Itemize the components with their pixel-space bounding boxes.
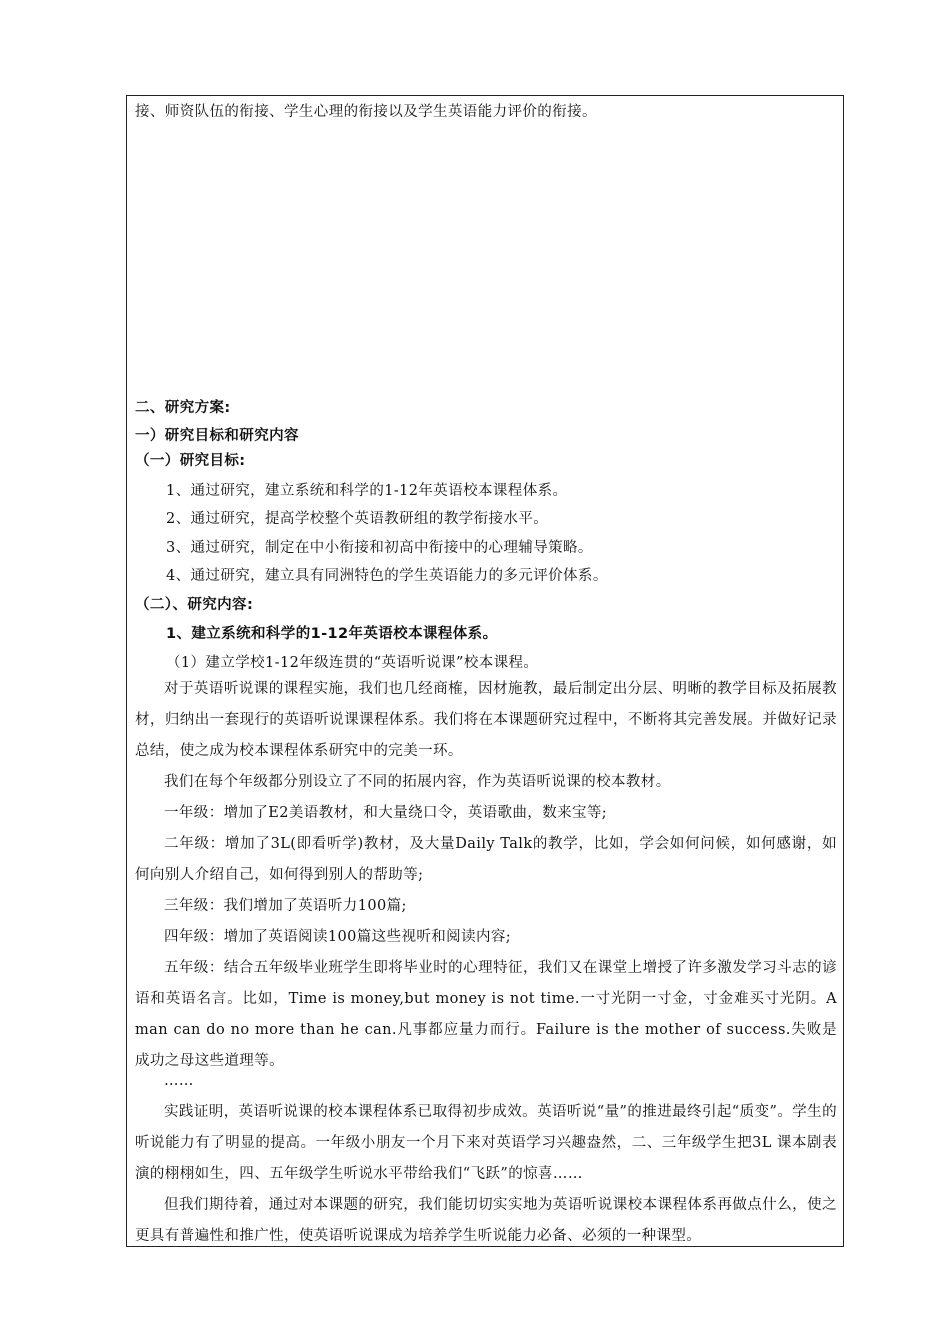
goal-item: 2、通过研究，提高学校整个英语教研组的教学衔接水平。 bbox=[166, 511, 549, 527]
goal-item: 1、通过研究，建立系统和科学的1-12年英语校本课程体系。 bbox=[166, 483, 568, 499]
paragraph-practice: 实践证明，英语听说课的校本课程体系已取得初步成效。英语听说“量”的推进最终引起“质变”。学生的听说能力有了明显的提高。一年级小朋友一个月下来对英语学习兴趣盎然，二、三年级学生把3L 课本剧表演的栩栩如生，四、五年级学生听说水平带给我们“飞跃”的惊喜…… bbox=[135, 1104, 837, 1182]
grade-3-text: 三年级：我们增加了英语听力100篇; bbox=[164, 898, 407, 914]
grade-2-text: 二年级：增加了3L(即看听学)教材，及大量Daily Talk的教学，比如，学会如何问候，如何感谢，如何向别人介绍自己，如何得到别人的帮助等; bbox=[135, 836, 837, 883]
section-two-title: 二、研究方案: bbox=[135, 400, 231, 416]
goals-heading: （一）研究目标: bbox=[135, 453, 246, 469]
subsection-one-title: 一）研究目标和研究内容 bbox=[135, 428, 299, 444]
content-item-1: 1、建立系统和科学的1-12年英语校本课程体系。 bbox=[166, 626, 498, 642]
intro-tail-text: 接、师资队伍的衔接、学生心理的衔接以及学生英语能力评价的衔接。 bbox=[135, 104, 597, 120]
ellipsis-text: …… bbox=[164, 1073, 194, 1089]
goal-item: 3、通过研究，制定在中小衔接和初高中衔接中的心理辅导策略。 bbox=[166, 540, 593, 556]
goal-item: 4、通过研究，建立具有同洲特色的学生英语能力的多元评价体系。 bbox=[166, 568, 608, 584]
paragraph-implementation: 对于英语听说课的课程实施，我们也几经商榷，因材施教，最后制定出分层、明晰的教学目标及拓展教材，归纳出一套现行的英语听说课课程体系。我们将在本课题研究过程中，不断将其完善发展。并做好记录总结，使之成为校本课程体系研究中的完美一环。 bbox=[135, 681, 837, 759]
grade-4-text: 四年级：增加了英语阅读100篇这些视听和阅读内容; bbox=[164, 929, 512, 945]
paragraph-expect: 但我们期待着，通过对本课题的研究，我们能切切实实地为英语听说课校本课程体系再做点什么，使之更具有普遍性和推广性，使英语听说课成为培养学生听说能力必备、必须的一种课型。 bbox=[135, 1197, 837, 1244]
grade-1-text: 一年级：增加了E2美语教材，和大量绕口令，英语歌曲，数来宝等; bbox=[164, 805, 608, 821]
grade-5-text: 五年级：结合五年级毕业班学生即将毕业时的心理特征，我们又在课堂上增授了许多激发学习斗志的谚语和英语名言。比如，Time is money,but money is not time.一寸光阴一寸金，寸金难买寸光阴。A man can do no more than he can.凡事都应量力而行。Failure is the mother of success.失败是成功之母这些道理等。 bbox=[135, 960, 837, 1069]
paragraph-each-grade: 我们在每个年级都分别设立了不同的拓展内容，作为英语听说课的校本教材。 bbox=[164, 774, 671, 790]
content-item-1-sub: （1）建立学校1-12年级连贯的“英语听说课”校本课程。 bbox=[166, 655, 539, 671]
content-heading: （二）、研究内容: bbox=[135, 597, 254, 613]
